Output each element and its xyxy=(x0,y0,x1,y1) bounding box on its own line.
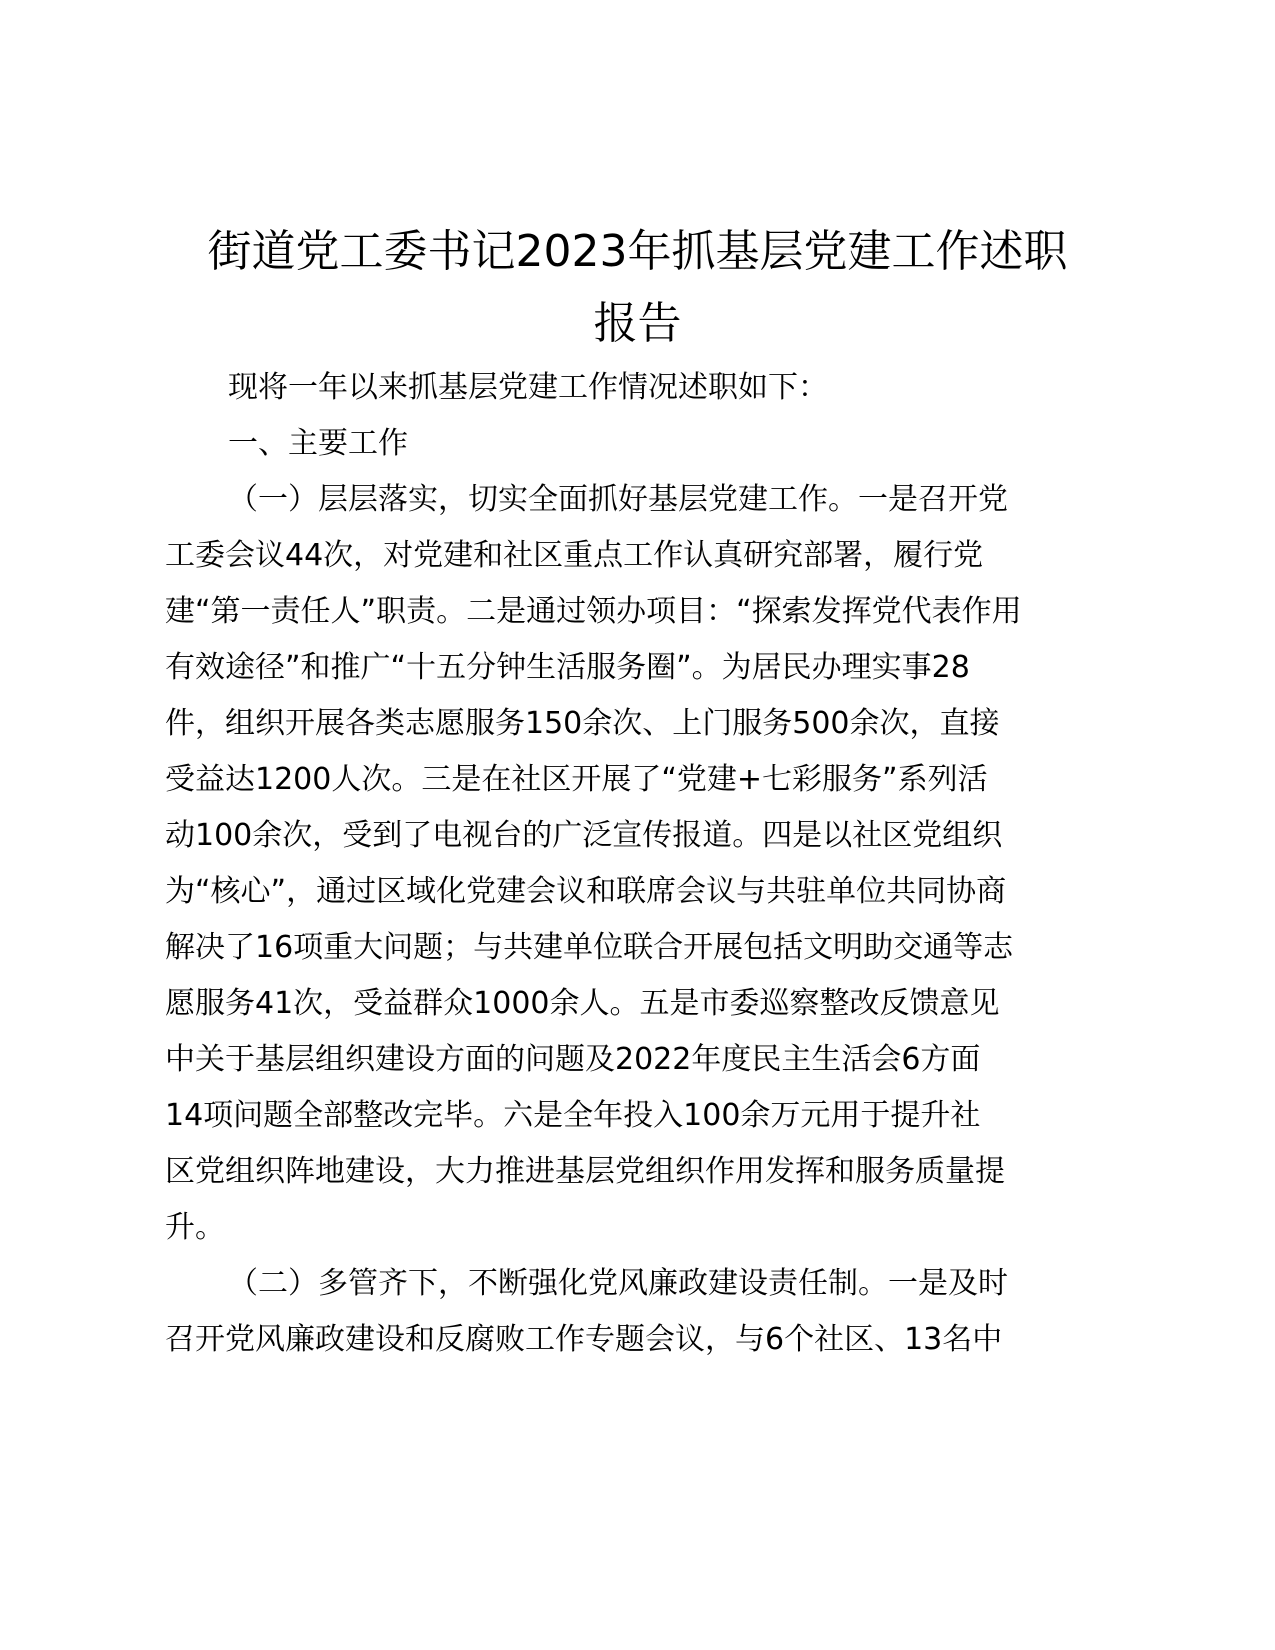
body-line: 区党组织阵地建设，大力推进基层党组织作用发挥和服务质量提 xyxy=(165,1154,1005,1189)
body-line: 有效途径”和推广“十五分钟生活服务圈”。为居民办理实事28 xyxy=(165,650,970,685)
body-line: 受益达1200人次。三是在社区开展了“党建+七彩服务”系列活 xyxy=(165,762,988,797)
body-line: 建“第一责任人”职责。二是通过领办项目：“探索发挥党代表作用 xyxy=(165,594,1022,629)
intro-paragraph: 现将一年以来抓基层党建工作情况述职如下： xyxy=(228,370,828,405)
body-line: 件，组织开展各类志愿服务150余次、上门服务500余次，直接 xyxy=(165,706,1000,741)
document-title-line-2: 报告 xyxy=(593,298,682,349)
body-line: 14项问题全部整改完毕。六是全年投入100余万元用于提升社 xyxy=(165,1098,981,1133)
section-heading-main-work: 一、主要工作 xyxy=(228,426,408,461)
document-title-line-1: 街道党工委书记2023年抓基层党建工作述职 xyxy=(207,226,1068,277)
body-line: 工委会议44次，对党建和社区重点工作认真研究部署，履行党 xyxy=(165,538,984,573)
body-line: 升。 xyxy=(165,1210,225,1245)
body-line: 愿服务41次，受益群众1000余人。五是市委巡察整改反馈意见 xyxy=(165,986,1000,1021)
body-line: （二）多管齐下，不断强化党风廉政建设责任制。一是及时 xyxy=(228,1266,1008,1301)
body-line: 解决了16项重大问题；与共建单位联合开展包括文明助交通等志 xyxy=(165,930,1014,965)
body-line: （一）层层落实，切实全面抓好基层党建工作。一是召开党 xyxy=(228,482,1008,517)
body-line: 为“核心”，通过区域化党建会议和联席会议与共驻单位共同协商 xyxy=(165,874,1007,909)
body-line: 召开党风廉政建设和反腐败工作专题会议，与6个社区、13名中 xyxy=(165,1322,1003,1357)
body-line: 动100余次，受到了电视台的广泛宣传报道。四是以社区党组织 xyxy=(165,818,1003,853)
body-line: 中关于基层组织建设方面的问题及2022年度民主生活会6方面 xyxy=(165,1042,981,1077)
